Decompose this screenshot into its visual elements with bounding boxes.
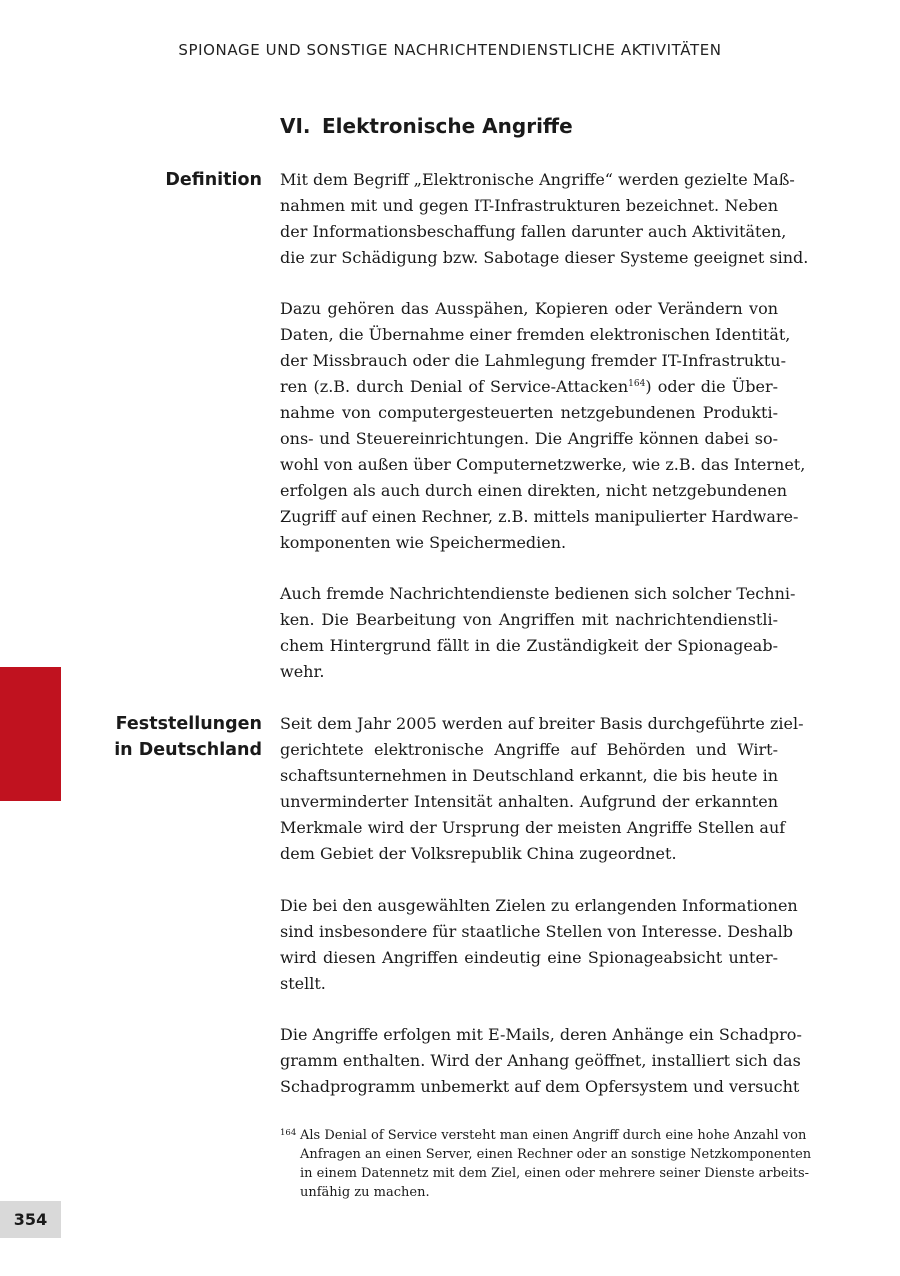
text-line: nahmen mit und gegen IT-Infrastrukturen bezeichnet. Neben	[280, 196, 778, 215]
page-number: 354	[0, 1201, 61, 1238]
margin-label-definition	[60, 167, 262, 193]
text-line: unverminderter Intensität anhalten. Aufgrund der erkannten	[280, 792, 778, 811]
text-segment: ren (z.B. durch Denial of Service-Attacken	[280, 377, 629, 396]
running-head: SPIONAGE UND SONSTIGE NACHRICHTENDIENSTLICHE AKTIVITÄTEN	[178, 41, 722, 59]
text-line: stellt.	[280, 974, 326, 993]
text-line: nahme von computergesteuerten netzgebundenen Produkti-	[280, 403, 778, 422]
text-line: chem Hintergrund fällt in die Zuständigkeit der Spionageab-	[280, 636, 778, 655]
text-line: die zur Schädigung bzw. Sabotage dieser Systeme geeignet sind.	[280, 248, 809, 267]
footnote-line: in einem Datennetz mit dem Ziel, einen oder mehrere seiner Dienste arbeits-	[300, 1166, 810, 1181]
margin-label-text: Definition	[165, 170, 262, 190]
text-line: der Informationsbeschaffung fallen darunter auch Aktivitäten,	[280, 222, 787, 241]
text-line: wird diesen Angriffen eindeutig eine Spionageabsicht unter-	[280, 948, 778, 967]
section-number: VI.	[280, 114, 311, 138]
text-line: Dazu gehören das Ausspähen, Kopieren oder Verändern von	[280, 299, 778, 318]
text-line: der Missbrauch oder die Lahmlegung fremder IT-Infrastruktu-	[280, 351, 787, 370]
text-line: gramm enthalten. Wird der Anhang geöffnet, installiert sich das	[280, 1051, 801, 1070]
text-line: schaftsunternehmen in Deutschland erkannt, die bis heute in	[280, 766, 778, 785]
footnote	[280, 1126, 812, 1202]
text-line: Die bei den ausgewählten Zielen zu erlangenden Informationen	[280, 896, 798, 915]
chapter-tab-marker	[0, 667, 61, 801]
text-segment: ) oder die Über-	[645, 377, 778, 396]
text-line: Die Angriffe erfolgen mit E-Mails, deren Anhänge ein Schadpro-	[280, 1025, 802, 1044]
text-line: Schadprogramm unbemerkt auf dem Opfersystem und versucht	[280, 1077, 800, 1096]
text-line: ken. Die Bearbeitung von Angriffen mit nachrichtendienstli-	[280, 610, 778, 629]
margin-label-findings	[60, 711, 262, 763]
footnote-text	[300, 1126, 812, 1202]
text-line: sind insbesondere für staatliche Stellen von Interesse. Deshalb	[280, 922, 793, 941]
section-title: Elektronische Angriffe	[322, 114, 573, 138]
margin-label-text: Feststellungen	[115, 714, 262, 734]
text-line: Seit dem Jahr 2005 werden auf breiter Basis durchgeführte ziel-	[280, 714, 804, 733]
section-heading	[280, 114, 573, 138]
text-line: erfolgen als auch durch einen direkten, nicht netzgebundenen	[280, 481, 788, 500]
margin-label-text: in Deutschland	[114, 740, 262, 760]
footnote-mark: 164	[280, 1128, 297, 1138]
paragraph-findings	[280, 711, 804, 867]
text-line: Mit dem Begriff „Elektronische Angriffe“ werden gezielte Maß-	[280, 170, 795, 189]
text-line: dem Gebiet der Volksrepublik China zugeordnet.	[280, 844, 677, 863]
text-line: Merkmale wird der Ursprung der meisten Angriffe Stellen auf	[280, 818, 786, 837]
text-line: Daten, die Übernahme einer fremden elektronischen Identität,	[280, 325, 791, 344]
text-line-with-footnote-ref	[280, 374, 778, 400]
text-line: wehr.	[280, 662, 325, 681]
text-line: ons- und Steuereinrichtungen. Die Angriffe können dabei so-	[280, 429, 778, 448]
text-line: gerichtete elektronische Angriffe auf Behörden und Wirt-	[280, 740, 778, 759]
footnote-line: unfähig zu machen.	[300, 1185, 430, 1200]
footnote-line: Anfragen an einen Server, einen Rechner oder an sonstige Netzkomponenten	[300, 1147, 812, 1162]
text-line: Auch fremde Nachrichtendienste bedienen sich solcher Techni-	[280, 584, 796, 603]
paragraph-attack-types	[280, 296, 806, 556]
paragraph-definition	[280, 167, 809, 271]
text-line: wohl von außen über Computernetzwerke, wie z.B. das Internet,	[280, 455, 806, 474]
paragraph-foreign-services	[280, 581, 796, 685]
text-line: komponenten wie Speichermedien.	[280, 533, 567, 552]
footnote-line: Als Denial of Service versteht man einen Angriff durch eine hohe Anzahl von	[300, 1128, 807, 1143]
paragraph-intent	[280, 893, 798, 997]
footnote-reference[interactable]: 164	[628, 379, 646, 389]
text-line: Zugriff auf einen Rechner, z.B. mittels manipulierter Hardware-	[280, 507, 799, 526]
paragraph-method	[280, 1022, 802, 1100]
